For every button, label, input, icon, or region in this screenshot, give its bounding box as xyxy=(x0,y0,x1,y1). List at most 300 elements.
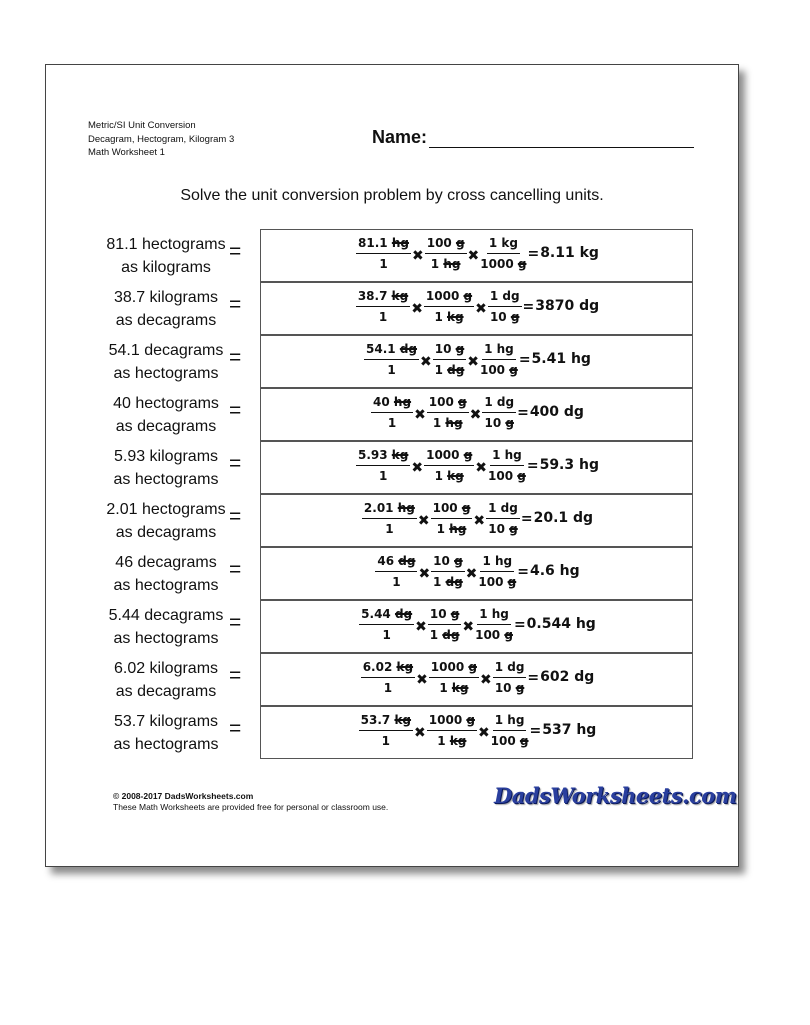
question-equals-sign: = xyxy=(229,452,242,475)
fraction-numerator xyxy=(429,660,479,678)
conversion-expression xyxy=(261,448,694,483)
denominator-value: 1 xyxy=(434,363,448,377)
fraction-factor-1 xyxy=(424,448,474,483)
cancelled-unit: g xyxy=(517,257,527,271)
cancelled-unit: g xyxy=(504,628,513,642)
fraction-given xyxy=(371,395,413,430)
problem-row xyxy=(46,653,738,706)
question-line-2: as hectograms xyxy=(113,577,219,594)
result-equals-sign: = xyxy=(517,404,529,421)
fraction-given xyxy=(356,289,410,324)
fraction-numerator xyxy=(424,289,474,307)
numerator-value: 1 dg xyxy=(484,395,515,409)
numerator-value: 10 xyxy=(433,554,455,568)
multiply-sign: ✖ xyxy=(467,353,479,370)
fraction-numerator xyxy=(427,713,477,731)
fraction-factor-2 xyxy=(488,289,522,324)
problem-row xyxy=(46,494,738,547)
fraction-numerator xyxy=(359,713,413,731)
conversion-expression xyxy=(261,713,694,748)
multiply-sign: ✖ xyxy=(479,671,492,688)
denominator-value: 1 xyxy=(385,522,394,536)
multiply-sign: ✖ xyxy=(420,353,432,370)
fraction-denominator xyxy=(478,572,516,589)
fraction-given xyxy=(359,713,413,748)
fraction-numerator xyxy=(359,607,414,625)
result-equals-sign: = xyxy=(520,510,533,527)
denominator-value: 1000 xyxy=(480,257,518,271)
meta-subtitle: Decagram, Hectogram, Kilogram 3 xyxy=(88,133,235,145)
problem-question xyxy=(86,710,246,756)
result-equals-sign: = xyxy=(513,616,526,633)
fraction-factor-1 xyxy=(425,236,467,271)
fraction-factor-2 xyxy=(486,501,520,536)
question-line-1: 38.7 kilograms xyxy=(113,289,219,306)
answer-result: 4.6 hg xyxy=(529,562,580,579)
cancelled-unit: g xyxy=(507,575,517,589)
fraction-denominator xyxy=(392,572,400,589)
name-line xyxy=(429,129,694,148)
fraction-numerator xyxy=(482,395,516,413)
question-line-1: 46 decagrams xyxy=(115,554,217,571)
fraction-factor-2 xyxy=(493,660,527,695)
denominator-value: 1 xyxy=(434,310,447,324)
fraction-denominator xyxy=(387,360,395,377)
cancelled-unit: g xyxy=(458,395,467,409)
answer-result: 537 hg xyxy=(542,721,597,738)
fraction-numerator xyxy=(361,660,415,678)
question-line-1: 81.1 hectograms xyxy=(106,236,226,253)
cancelled-unit: dg xyxy=(398,554,416,568)
answer-result: 8.11 kg xyxy=(540,244,599,261)
numerator-value: 38.7 xyxy=(357,289,392,303)
fraction-denominator xyxy=(495,678,524,695)
multiply-sign: ✖ xyxy=(475,300,487,317)
problem-question xyxy=(86,498,246,544)
fraction-numerator xyxy=(493,660,527,678)
fraction-numerator xyxy=(487,236,520,254)
question-equals-sign: = xyxy=(229,346,242,369)
fraction-numerator xyxy=(477,607,511,625)
multiply-sign: ✖ xyxy=(469,406,482,423)
multiply-sign: ✖ xyxy=(418,565,431,582)
answer-result: 3870 dg xyxy=(535,297,600,314)
fraction-denominator xyxy=(379,254,387,271)
result-equals-sign: = xyxy=(517,563,529,580)
question-line-2: as decagrams xyxy=(115,524,217,541)
cancelled-unit: g xyxy=(517,469,526,483)
fraction-given xyxy=(375,554,417,589)
denominator-value: 1 xyxy=(387,363,396,377)
cancelled-unit: dg xyxy=(394,607,413,621)
numerator-value: 54.1 xyxy=(366,342,400,356)
question-equals-sign: = xyxy=(229,399,242,422)
result-equals-sign: = xyxy=(527,245,540,262)
meta-title: Metric/SI Unit Conversion xyxy=(88,120,196,131)
problem-row xyxy=(46,600,738,653)
numerator-value: 100 xyxy=(432,501,462,515)
numerator-value: 81.1 xyxy=(358,236,392,250)
problem-question xyxy=(86,339,246,385)
multiply-sign: ✖ xyxy=(414,724,426,741)
denominator-value: 100 xyxy=(478,575,508,589)
denominator-value: 100 xyxy=(479,363,510,377)
name-field xyxy=(372,127,694,148)
multiply-sign: ✖ xyxy=(411,459,424,476)
numerator-value: 1000 xyxy=(426,448,464,462)
footer xyxy=(113,791,388,813)
fraction-given xyxy=(356,448,410,483)
fraction-denominator xyxy=(435,466,464,483)
denominator-value: 100 xyxy=(490,734,520,748)
fraction-denominator xyxy=(484,413,513,430)
fraction-denominator xyxy=(435,360,465,377)
fraction-given xyxy=(362,501,417,536)
cancelled-unit: g xyxy=(509,522,518,536)
cancelled-unit: kg xyxy=(451,681,469,695)
question-line-2: as decagrams xyxy=(115,418,217,435)
fraction-denominator xyxy=(475,625,513,642)
numerator-value: 53.7 xyxy=(360,713,395,727)
fraction-given xyxy=(361,660,415,695)
fraction-numerator xyxy=(486,501,520,519)
problem-question xyxy=(86,445,246,491)
denominator-value: 1 xyxy=(436,522,450,536)
fraction-factor-2 xyxy=(482,395,516,430)
fraction-given xyxy=(359,607,414,642)
denominator-value: 1 xyxy=(382,628,391,642)
fraction-numerator xyxy=(428,607,461,625)
conversion-expression xyxy=(261,660,694,695)
problem-question xyxy=(86,657,246,703)
denominator-value: 100 xyxy=(475,628,505,642)
fraction-numerator xyxy=(356,448,410,466)
fraction-factor-1 xyxy=(424,289,474,324)
fraction-denominator xyxy=(488,466,526,483)
fraction-numerator xyxy=(424,448,474,466)
denominator-value: 1 xyxy=(378,310,388,324)
numerator-value: 10 xyxy=(429,607,451,621)
numerator-value: 1 dg xyxy=(489,289,520,303)
denominator-value: 1 xyxy=(430,257,444,271)
denominator-value: 10 xyxy=(494,681,516,695)
fraction-factor-1 xyxy=(427,713,477,748)
fraction-factor-2 xyxy=(475,607,513,642)
question-equals-sign: = xyxy=(229,717,242,740)
numerator-value: 1000 xyxy=(430,660,469,674)
fraction-factor-2 xyxy=(488,448,526,483)
fraction-factor-1 xyxy=(427,395,469,430)
answer-result: 59.3 hg xyxy=(539,456,599,473)
cancelled-unit: kg xyxy=(449,734,467,748)
cancelled-unit: dg xyxy=(447,363,465,377)
multiply-sign: ✖ xyxy=(417,512,430,529)
cancelled-unit: hg xyxy=(445,416,463,430)
cancelled-unit: dg xyxy=(399,342,418,356)
fraction-numerator xyxy=(356,289,410,307)
fraction-denominator xyxy=(491,731,529,748)
name-label: Name: xyxy=(372,127,428,147)
cancelled-unit: g xyxy=(466,713,475,727)
fraction-denominator xyxy=(382,731,390,748)
instructions: Solve the unit conversion problem by cross cancelling units. xyxy=(180,187,604,204)
conversion-expression xyxy=(261,554,694,589)
cancelled-unit: dg xyxy=(442,628,460,642)
answer-result: 400 dg xyxy=(529,403,584,420)
conversion-expression xyxy=(261,607,694,642)
conversion-expression xyxy=(261,289,694,324)
multiply-sign: ✖ xyxy=(473,512,486,529)
cancelled-unit: g xyxy=(455,342,465,356)
numerator-value: 5.44 xyxy=(361,607,395,621)
fraction-factor-2 xyxy=(491,713,529,748)
problem-row xyxy=(46,229,738,282)
problem-question xyxy=(86,392,246,438)
denominator-value: 100 xyxy=(488,469,518,483)
cancelled-unit: g xyxy=(505,416,514,430)
answer-result: 5.41 hg xyxy=(531,350,591,367)
dadsworksheets-logo: DadsWorksheets.com xyxy=(494,783,737,808)
fraction-numerator xyxy=(356,236,411,254)
cancelled-unit: kg xyxy=(396,660,414,674)
numerator-value: 2.01 xyxy=(363,501,398,515)
fraction-denominator xyxy=(480,254,526,271)
numerator-value: 1000 xyxy=(428,713,467,727)
numerator-value: 1 hg xyxy=(479,607,509,621)
numerator-value: 100 xyxy=(426,236,456,250)
fraction-numerator xyxy=(364,342,419,360)
question-equals-sign: = xyxy=(229,664,242,687)
conversion-expression xyxy=(261,236,694,271)
worksheet-page xyxy=(45,64,739,867)
cancelled-unit: kg xyxy=(447,469,464,483)
denominator-value: 1 xyxy=(437,734,450,748)
question-equals-sign: = xyxy=(229,611,242,634)
fraction-factor-1 xyxy=(429,660,479,695)
result-equals-sign: = xyxy=(527,669,540,686)
fraction-denominator xyxy=(382,625,390,642)
problem-question xyxy=(86,233,246,279)
conversion-expression xyxy=(261,501,694,536)
fraction-numerator xyxy=(371,395,413,413)
fraction-denominator xyxy=(430,625,460,642)
fraction-denominator xyxy=(437,519,467,536)
fraction-denominator xyxy=(480,360,518,377)
problem-row xyxy=(46,441,738,494)
question-line-1: 2.01 hectograms xyxy=(106,501,226,518)
denominator-value: 10 xyxy=(484,416,506,430)
question-line-2: as kilograms xyxy=(121,259,211,276)
fraction-denominator xyxy=(385,519,393,536)
cancelled-unit: g xyxy=(455,236,465,250)
question-line-2: as decagrams xyxy=(115,312,217,329)
cancelled-unit: g xyxy=(450,607,460,621)
conversion-expression xyxy=(261,342,694,377)
fraction-denominator xyxy=(384,678,392,695)
cancelled-unit: g xyxy=(463,289,473,303)
question-line-2: as hectograms xyxy=(113,736,219,753)
fraction-denominator xyxy=(433,572,463,589)
problem-row xyxy=(46,547,738,600)
cancelled-unit: g xyxy=(515,681,525,695)
fraction-denominator xyxy=(437,731,466,748)
fraction-given xyxy=(356,236,411,271)
question-line-1: 5.93 kilograms xyxy=(113,448,219,465)
fraction-numerator xyxy=(427,395,469,413)
fraction-numerator xyxy=(425,236,467,254)
problem-row xyxy=(46,282,738,335)
fraction-factor-1 xyxy=(431,554,464,589)
fraction-denominator xyxy=(488,519,517,536)
question-line-1: 6.02 kilograms xyxy=(113,660,219,677)
problem-question xyxy=(86,551,246,597)
multiply-sign: ✖ xyxy=(475,459,488,476)
numerator-value: 6.02 xyxy=(362,660,397,674)
fraction-numerator xyxy=(490,448,524,466)
numerator-value: 1 hg xyxy=(492,448,522,462)
problem-row xyxy=(46,388,738,441)
question-equals-sign: = xyxy=(229,293,242,316)
problem-question xyxy=(86,604,246,650)
numerator-value: 1 dg xyxy=(494,660,525,674)
question-equals-sign: = xyxy=(229,240,242,263)
fraction-numerator xyxy=(433,342,466,360)
numerator-value: 1 hg xyxy=(482,554,513,568)
denominator-value: 1 xyxy=(429,628,443,642)
fraction-denominator xyxy=(379,307,387,324)
fraction-given xyxy=(364,342,419,377)
worksheet-meta xyxy=(88,119,234,160)
copyright-text: © 2008-2017 DadsWorksheets.com xyxy=(113,791,254,801)
cancelled-unit: g xyxy=(463,448,473,462)
result-equals-sign: = xyxy=(526,457,539,474)
numerator-value: 1000 xyxy=(425,289,464,303)
answer-box xyxy=(260,547,693,600)
multiply-sign: ✖ xyxy=(411,300,423,317)
denominator-value: 1 xyxy=(392,575,401,589)
cancelled-unit: dg xyxy=(445,575,463,589)
numerator-value: 1 hg xyxy=(484,342,514,356)
numerator-value: 1 hg xyxy=(494,713,525,727)
question-line-1: 40 hectograms xyxy=(113,395,219,412)
question-equals-sign: = xyxy=(229,505,242,528)
numerator-value: 10 xyxy=(434,342,456,356)
question-line-2: as hectograms xyxy=(113,471,219,488)
denominator-value: 1 xyxy=(439,681,452,695)
fraction-numerator xyxy=(482,342,516,360)
problem-row xyxy=(46,335,738,388)
fraction-denominator xyxy=(431,254,461,271)
answer-box xyxy=(260,282,693,335)
numerator-value: 1 dg xyxy=(488,501,518,515)
multiply-sign: ✖ xyxy=(477,724,490,741)
question-line-2: as hectograms xyxy=(113,630,219,647)
question-line-2: as hectograms xyxy=(113,365,219,382)
fraction-numerator xyxy=(493,713,527,731)
fraction-factor-1 xyxy=(428,607,461,642)
fraction-factor-1 xyxy=(433,342,466,377)
numerator-value: 1 kg xyxy=(488,236,518,250)
meta-worksheet-number: Math Worksheet 1 xyxy=(88,147,165,158)
cancelled-unit: kg xyxy=(391,289,409,303)
fraction-numerator xyxy=(480,554,514,572)
multiply-sign: ✖ xyxy=(415,618,427,635)
fraction-numerator xyxy=(375,554,417,572)
fraction-numerator xyxy=(431,554,464,572)
answer-box xyxy=(260,653,693,706)
denominator-value: 1 xyxy=(387,416,397,430)
cancelled-unit: hg xyxy=(443,257,461,271)
cancelled-unit: g xyxy=(454,554,463,568)
multiply-sign: ✖ xyxy=(465,565,478,582)
multiply-sign: ✖ xyxy=(414,406,426,423)
multiply-sign: ✖ xyxy=(462,618,475,635)
fraction-numerator xyxy=(488,289,522,307)
cancelled-unit: g xyxy=(468,660,477,674)
answer-box xyxy=(260,388,693,441)
denominator-value: 10 xyxy=(489,310,511,324)
problem-question xyxy=(86,286,246,332)
cancelled-unit: hg xyxy=(397,501,415,515)
fraction-denominator xyxy=(388,413,396,430)
fraction-denominator xyxy=(434,307,463,324)
denominator-value: 10 xyxy=(488,522,510,536)
numerator-value: 5.93 xyxy=(358,448,392,462)
question-line-2: as decagrams xyxy=(115,683,217,700)
fraction-denominator xyxy=(439,678,468,695)
numerator-value: 40 xyxy=(373,395,394,409)
denominator-value: 1 xyxy=(383,681,393,695)
denominator-value: 1 xyxy=(433,575,446,589)
denominator-value: 1 xyxy=(379,257,388,271)
fraction-factor-1 xyxy=(431,501,473,536)
denominator-value: 1 xyxy=(434,469,448,483)
result-equals-sign: = xyxy=(529,722,542,739)
problem-row xyxy=(46,706,738,759)
fraction-denominator xyxy=(379,466,387,483)
numerator-value: 46 xyxy=(377,554,399,568)
answer-result: 602 dg xyxy=(540,668,595,685)
cancelled-unit: g xyxy=(461,501,471,515)
answer-box xyxy=(260,706,693,759)
answer-result: 0.544 hg xyxy=(526,615,596,632)
answer-box xyxy=(260,335,693,388)
conversion-expression xyxy=(261,395,694,430)
question-line-1: 54.1 decagrams xyxy=(108,342,224,359)
cancelled-unit: hg xyxy=(391,236,409,250)
question-line-1: 53.7 kilograms xyxy=(113,713,219,730)
answer-box xyxy=(260,229,693,282)
cancelled-unit: hg xyxy=(449,522,467,536)
answer-box xyxy=(260,494,693,547)
cancelled-unit: hg xyxy=(393,395,412,409)
answer-result: 20.1 dg xyxy=(533,509,594,526)
denominator-value: 1 xyxy=(381,734,391,748)
result-equals-sign: = xyxy=(522,298,535,315)
cancelled-unit: g xyxy=(509,363,518,377)
fraction-numerator xyxy=(431,501,473,519)
numerator-value: 100 xyxy=(428,395,459,409)
question-line-1: 5.44 decagrams xyxy=(108,607,224,624)
denominator-value: 1 xyxy=(379,469,388,483)
answer-box xyxy=(260,441,693,494)
cancelled-unit: g xyxy=(519,734,529,748)
denominator-value: 1 xyxy=(432,416,446,430)
fraction-factor-2 xyxy=(478,554,516,589)
fraction-denominator xyxy=(490,307,519,324)
fraction-numerator xyxy=(362,501,417,519)
fraction-factor-2 xyxy=(480,342,518,377)
